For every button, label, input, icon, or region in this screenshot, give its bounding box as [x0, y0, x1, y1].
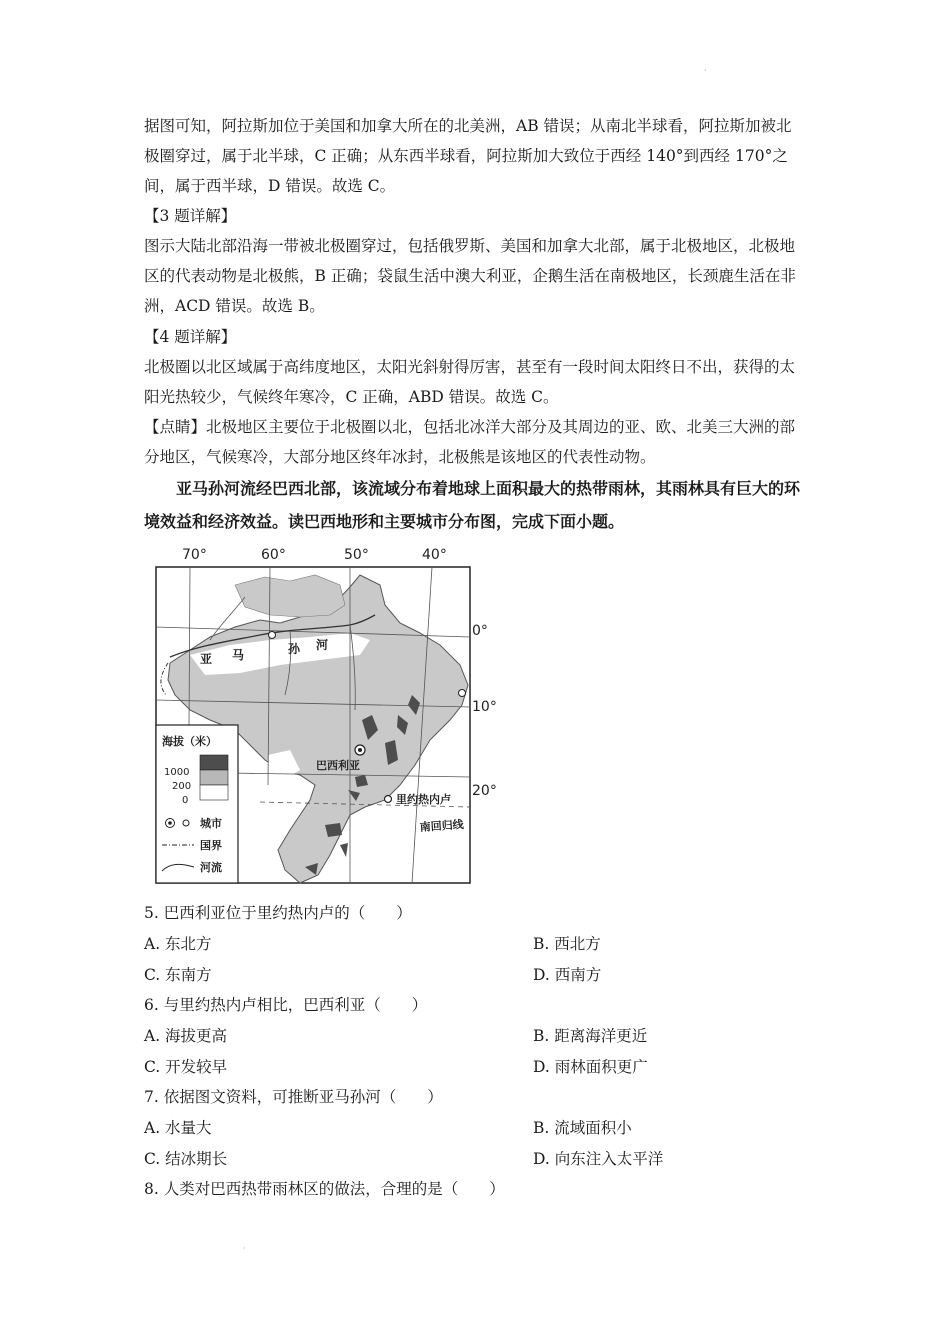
- question-5-option-a[interactable]: A. 东北方: [144, 935, 212, 953]
- question-5-option-b[interactable]: B. 西北方: [533, 935, 601, 953]
- capital-city-dot: [358, 748, 362, 752]
- question-5-option-d[interactable]: D. 西南方: [533, 966, 602, 984]
- question-6-option-b[interactable]: B. 距离海洋更近: [533, 1027, 648, 1045]
- question-intro: [144, 472, 806, 538]
- legend-title: 海拔（米）: [162, 735, 217, 748]
- legend-swatch-mid: [200, 770, 228, 785]
- legend-city-label: 城市: [200, 817, 222, 830]
- answer-paragraph-4: 北极圈以北区域属于高纬度地区，太阳光斜射得厉害，甚至有一段时间太阳终日不出，获得的太阳光热较少，气候终年寒冷，C 正确，ABD 错误。故选 C。: [144, 358, 796, 406]
- question-7-option-a[interactable]: A. 水量大: [144, 1119, 212, 1137]
- scan-dot: ·: [243, 1244, 246, 1253]
- section-heading-q3: 【3 题详解】: [144, 207, 237, 225]
- city-label: 里约热内卢: [396, 793, 451, 806]
- brazil-map-figure: [150, 545, 497, 887]
- legend-swatch-high: [200, 755, 228, 770]
- answer-paragraph-2: 据图可知，阿拉斯加位于美国和加拿大所在的北美洲，AB 错误；从南北半球看，阿拉斯加被北极圈穿过，属于北半球，C 正确；从东西半球看，阿拉斯加大致位于西经 140°到西经 170°之间，属于西半球，D 错误。故选 C。: [144, 117, 792, 195]
- question-5-option-c[interactable]: C. 东南方: [144, 966, 212, 984]
- key-point-paragraph: 【点睛】北极地区主要位于北极圈以北，包括北冰洋大部分及其周边的亚、欧、北美三大洲的部分地区，气候寒冷，大部分地区终年冰封，北极熊是该地区的代表性动物。: [144, 418, 796, 466]
- question-8-stem: 8. 人类对巴西热带雨林区的做法，合理的是（ ）: [144, 1180, 505, 1198]
- city-marker: [269, 632, 276, 639]
- question-6-stem: 6. 与里约热内卢相比，巴西利亚（ ）: [144, 996, 428, 1014]
- legend-value: 0: [182, 795, 189, 806]
- tropic-label: 南回归线: [419, 817, 465, 834]
- lon-label: 50°: [344, 547, 369, 563]
- question-7-option-c[interactable]: C. 结冰期长: [144, 1150, 228, 1168]
- answer-paragraph-3: 图示大陆北部沿海一带被北极圈穿过，包括俄罗斯、美国和加拿大北部，属于北极地区，北极地区的代表动物是北极熊，B 正确；袋鼠生活中澳大利亚，企鹅生活在南极地区，长颈鹿生活在非洲，ACD 错误。故选 B。: [144, 237, 796, 315]
- question-6-option-c[interactable]: C. 开发较早: [144, 1058, 228, 1076]
- city-marker: [385, 796, 392, 803]
- question-5-stem: 5. 巴西利亚位于里约热内卢的（ ）: [144, 904, 412, 922]
- lon-label: 60°: [261, 547, 286, 563]
- legend-city-icon: [183, 820, 189, 826]
- lon-label: 40°: [422, 547, 447, 563]
- river-label-char: 孙: [288, 642, 301, 656]
- question-7-option-d[interactable]: D. 向东注入太平洋: [533, 1150, 664, 1168]
- question-7-option-b[interactable]: B. 流域面积小: [533, 1119, 632, 1137]
- question-6-option-d[interactable]: D. 雨林面积更广: [533, 1058, 648, 1076]
- river-label-char: 马: [232, 648, 245, 662]
- scan-dot: ·: [704, 66, 707, 75]
- question-6-option-a[interactable]: A. 海拔更高: [144, 1027, 228, 1045]
- question-7-stem: 7. 依据图文资料，可推断亚马孙河（ ）: [144, 1088, 443, 1106]
- lat-label: 0°: [472, 623, 488, 639]
- capital-city-label: 巴西利亚: [316, 759, 360, 772]
- river-label-char: 河: [316, 638, 329, 652]
- lat-label: 10°: [472, 699, 497, 715]
- legend-river-label: 河流: [200, 861, 222, 874]
- legend-capital-dot: [168, 821, 172, 825]
- river-label-char: 亚: [200, 652, 213, 666]
- section-heading-q4: 【4 题详解】: [144, 328, 237, 346]
- lon-label: 70°: [182, 547, 207, 563]
- legend-swatch-low: [200, 785, 228, 800]
- brazil-map: [150, 545, 497, 887]
- legend-value: 200: [172, 781, 192, 792]
- map-legend: [156, 725, 238, 883]
- lat-label: 20°: [472, 783, 497, 799]
- legend-border-label: 国界: [200, 839, 222, 852]
- question-intro-text: 亚马孙河流经巴西北部，该流域分布着地球上面积最大的热带雨林，其雨林具有巨大的环境效益和经济效益。读巴西地形和主要城市分布图，完成下面小题。: [144, 479, 801, 531]
- legend-value: 1000: [164, 767, 190, 778]
- highland-patch: [325, 823, 342, 837]
- city-marker: [459, 690, 466, 697]
